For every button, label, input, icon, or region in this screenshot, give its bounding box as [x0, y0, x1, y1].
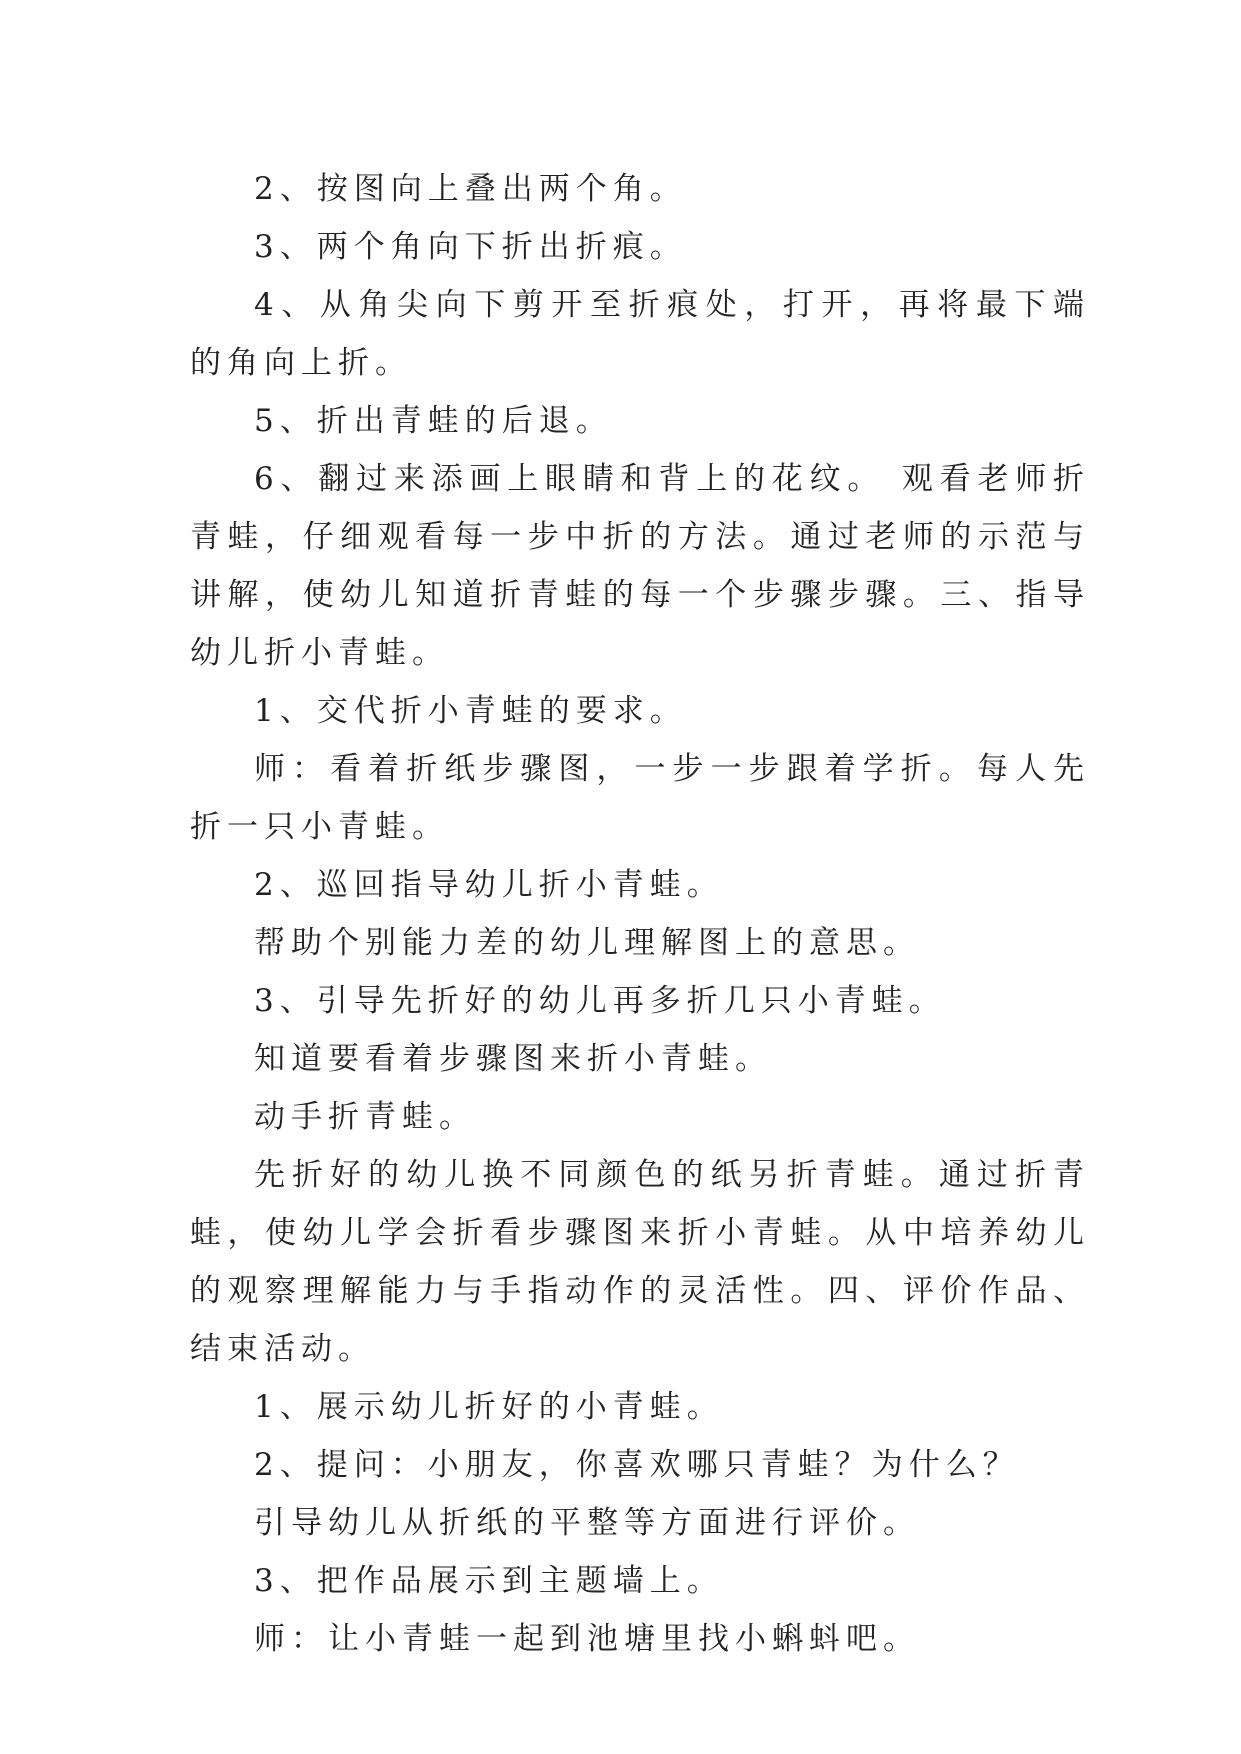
- paragraph: 2、提问：小朋友，你喜欢哪只青蛙？为什么？: [254, 1447, 1020, 1483]
- paragraph: 3、引导先折好的幼儿再多折几只小青蛙。: [254, 983, 946, 1019]
- paragraph: 5、折出青蛙的后退。: [254, 403, 613, 439]
- paragraph: 1、交代折小青蛙的要求。: [254, 693, 687, 729]
- paragraph: 4、从角尖向下剪开至折痕处，打开，再将最下端的角向上折。: [190, 287, 1090, 381]
- paragraph: 动手折青蛙。: [254, 1099, 476, 1135]
- paragraph: 3、两个角向下折出折痕。: [254, 229, 687, 265]
- paragraph: 1、展示幼儿折好的小青蛙。: [254, 1389, 724, 1425]
- paragraph: 2、按图向上叠出两个角。: [254, 171, 687, 207]
- paragraph: 先折好的幼儿换不同颜色的纸另折青蛙。通过折青蛙，使幼儿学会折看步骤图来折小青蛙。从中培养幼儿的观察理解能力与手指动作的灵活性。四、评价作品、结束活动。: [190, 1157, 1090, 1367]
- paragraph: 引导幼儿从折纸的平整等方面进行评价。: [254, 1505, 920, 1541]
- paragraph: 师：看着折纸步骤图，一步一步跟着学折。每人先折一只小青蛙。: [190, 751, 1090, 845]
- paragraph: 3、把作品展示到主题墙上。: [254, 1563, 724, 1599]
- paragraph: 师：让小青蛙一起到池塘里找小蝌蚪吧。: [254, 1621, 920, 1657]
- paragraph: 帮助个别能力差的幼儿理解图上的意思。: [254, 925, 920, 961]
- paragraph: 6、翻过来添画上眼睛和背上的花纹。 观看老师折青蛙，仔细观看每一步中折的方法。通过老师的示范与讲解，使幼儿知道折青蛙的每一个步骤步骤。三、指导幼儿折小青蛙。: [190, 461, 1090, 671]
- document-body: [190, 160, 1090, 1668]
- paragraph: 知道要看着步骤图来折小青蛙。: [254, 1041, 772, 1077]
- paragraph: 2、巡回指导幼儿折小青蛙。: [254, 867, 724, 903]
